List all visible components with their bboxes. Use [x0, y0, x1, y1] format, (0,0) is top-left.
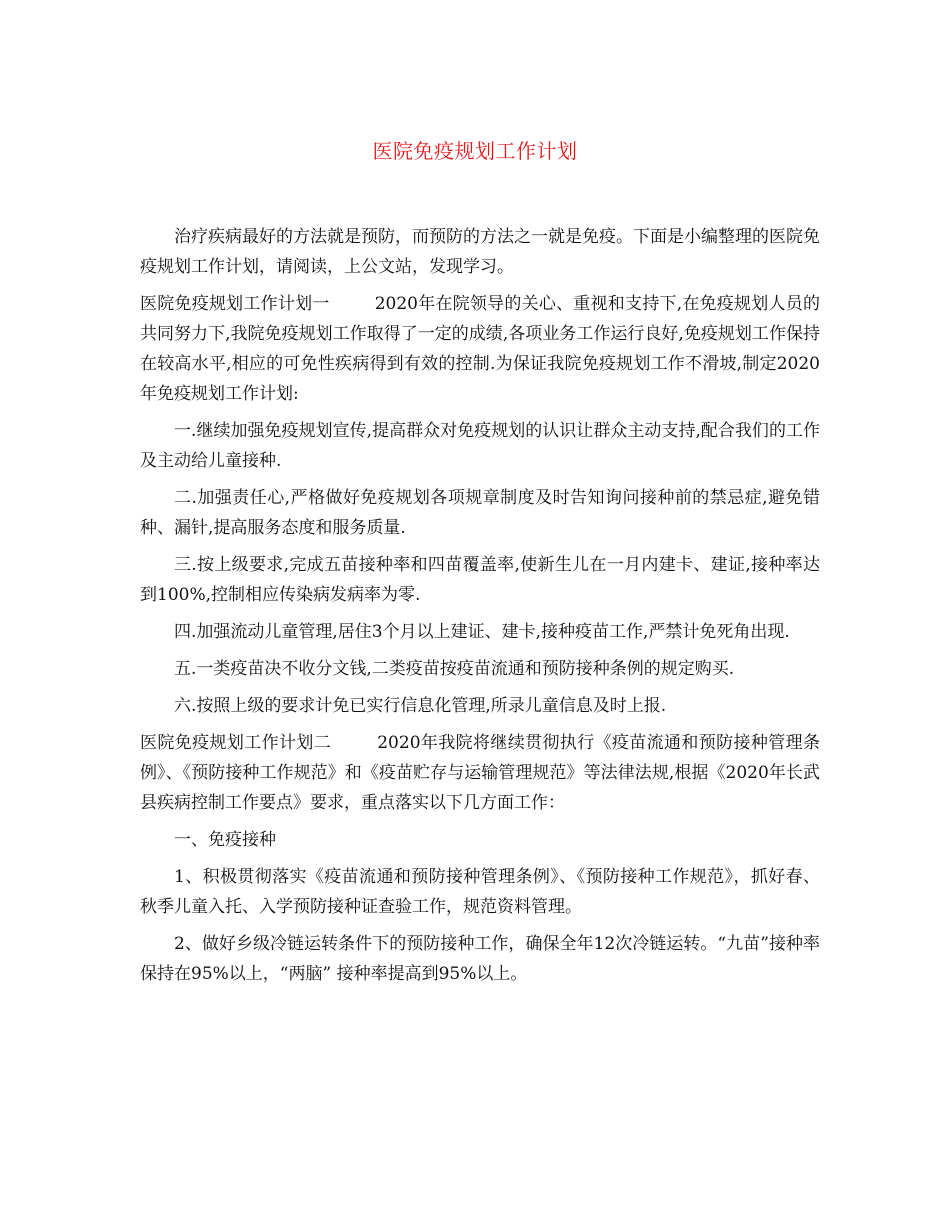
paragraph-section-immunization: 一、免疫接种: [174, 830, 276, 850]
paragraph-item-4: 四.加强流动儿童管理,居住3个月以上建证、建卡,接种疫苗工作,严禁计免死角出现.: [174, 622, 790, 642]
document-title: 医院免疫规划工作计划: [372, 139, 578, 163]
document-body: [140, 222, 820, 996]
paragraph-item-6: 六.按照上级的要求计免已实行信息化管理,所录儿童信息及时上报.: [174, 696, 667, 716]
paragraph-point-1: 1、积极贯彻落实《疫苗流通和预防接种管理条例》、《预防接种工作规范》，抓好春、秋季儿童入托、入学预防接种证查验工作，规范资料管理。: [140, 867, 820, 917]
paragraph-intro: 治疗疾病最好的方法就是预防，而预防的方法之一就是免疫。下面是小编整理的医院免疫规划工作计划，请阅读，上公文站，发现学习。: [140, 227, 820, 277]
paragraph-plan-one: 医院免疫规划工作计划一 2020年在院领导的关心、重视和支持下,在免疫规划人员的共同努力下,我院免疫规划工作取得了一定的成绩,各项业务工作运行良好,免疫规划工作保持在较高水平,相应的可免性疾病得到有效的控制.为保证我院免疫规划工作不滑坡,制定2020年免疫规划工作计划:: [140, 294, 820, 404]
paragraph-item-5: 五.一类疫苗决不收分文钱,二类疫苗按疫苗流通和预防接种条例的规定购买.: [174, 659, 735, 679]
paragraph-point-2: 2、做好乡级冷链运转条件下的预防接种工作，确保全年12次冷链运转。“九苗”接种率保持在95%以上，“两脑” 接种率提高到95%以上。: [140, 934, 820, 984]
paragraph-plan-two: 医院免疫规划工作计划二 2020年我院将继续贯彻执行《疫苗流通和预防接种管理条例》、《预防接种工作规范》和《疫苗贮存与运输管理规范》等法律法规,根据《2020年长武县疾病控制工作要点》要求，重点落实以下几方面工作：: [140, 733, 820, 813]
paragraph-item-1: 一.继续加强免疫规划宣传,提高群众对免疫规划的认识让群众主动支持,配合我们的工作及主动给儿童接种.: [140, 421, 820, 471]
paragraph-item-2: 二.加强责任心,严格做好免疫规划各项规章制度及时告知询问接种前的禁忌症,避免错种、漏针,提高服务态度和服务质量.: [140, 488, 820, 538]
paragraph-item-3: 三.按上级要求,完成五苗接种率和四苗覆盖率,使新生儿在一月内建卡、建证,接种率达到100%,控制相应传染病发病率为零.: [140, 555, 820, 605]
